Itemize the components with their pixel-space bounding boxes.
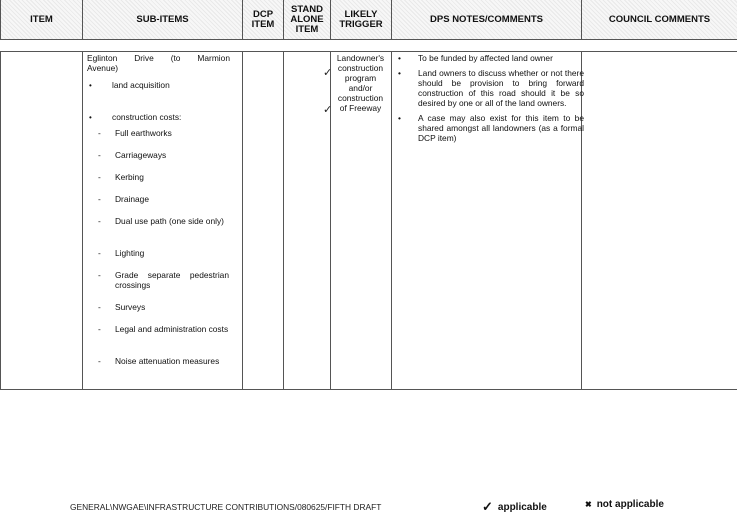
legend-not-applicable	[585, 499, 664, 510]
document-path: GENERAL\NWGAE\INFRASTRUCTURE CONTRIBUTIONS/080625/FIFTH DRAFT	[70, 502, 382, 512]
cost-item: Surveys	[115, 302, 146, 312]
cell-dcp-item	[243, 51, 284, 390]
bullet: •	[398, 113, 401, 123]
check-icon: ✓	[323, 67, 333, 79]
note-text: Land owners to discuss whether or not there should be provision to bring forward construction of this road should it be so desired by one or all of the land owners.	[418, 68, 584, 108]
legend-applicable-label: applicable	[497, 501, 547, 513]
road-name-word: (to	[170, 53, 181, 63]
dash: -	[98, 356, 101, 366]
trigger-line: construction	[337, 63, 384, 73]
note-item	[398, 68, 584, 108]
cost-item: Grade separate pedestrian crossings	[115, 270, 229, 290]
dash: -	[98, 128, 101, 138]
note-text: To be funded by affected land owner	[418, 53, 553, 63]
check-icon: ✓	[323, 104, 333, 116]
cost-item: Dual use path (one side only)	[115, 216, 224, 226]
note-item	[398, 53, 584, 63]
trigger-text	[331, 53, 390, 113]
check-icon: ✓	[482, 499, 493, 514]
legend-applicable	[482, 499, 547, 515]
legend-not-applicable-label: not applicable	[596, 499, 664, 510]
road-name	[87, 53, 230, 73]
cost-item: Kerbing	[115, 172, 144, 182]
road-name-line2: Avenue)	[87, 63, 119, 73]
header-stand-alone-item: STAND ALONE ITEM	[284, 0, 331, 40]
dash: -	[98, 216, 101, 226]
bullet: •	[398, 53, 401, 63]
dash: -	[98, 270, 101, 280]
dash: -	[98, 324, 101, 334]
trigger-line: Landowner's	[336, 53, 385, 63]
header-dps-notes: DPS NOTES/COMMENTS	[392, 0, 582, 40]
header-sub-items: SUB-ITEMS	[83, 0, 243, 40]
road-name-word: Marmion	[197, 53, 230, 63]
cost-item: Noise attenuation measures	[115, 356, 220, 366]
note-item	[398, 113, 584, 143]
header-item: ITEM	[0, 0, 83, 40]
cell-council-comments	[582, 51, 737, 390]
road-name-word: Drive	[134, 53, 154, 63]
bullet: •	[89, 81, 92, 90]
note-text: A case may also exist for this item to be shared amongst all landowners (as a formal DCP item)	[418, 113, 584, 143]
header-council-comments: COUNCIL COMMENTS	[582, 0, 737, 40]
trigger-line: of Freeway	[339, 103, 382, 113]
cell-likely-trigger	[323, 51, 392, 390]
construction-costs: construction costs:	[112, 112, 182, 122]
cost-item: Drainage	[115, 194, 149, 204]
dash: -	[98, 172, 101, 182]
cell-item	[0, 51, 83, 390]
header-dcp-item: DCP ITEM	[243, 0, 284, 40]
cell-dps-notes	[392, 51, 582, 390]
cell-sub-items	[83, 51, 243, 390]
cost-item: Legal and administration costs	[115, 324, 229, 334]
road-name-word: Eglinton	[87, 53, 118, 63]
dash: -	[98, 194, 101, 204]
trigger-line: program	[344, 73, 377, 83]
trigger-line: construction	[337, 93, 384, 103]
cost-item: Lighting	[115, 248, 145, 258]
trigger-line: and/or	[348, 83, 373, 93]
land-acquisition: land acquisition	[112, 80, 170, 90]
dash: -	[98, 302, 101, 312]
cost-item: Carriageways	[115, 150, 167, 160]
dash: -	[98, 150, 101, 160]
header-likely-trigger: LIKELY TRIGGER	[331, 0, 392, 40]
bullet: •	[89, 113, 92, 122]
cross-icon: ✖	[585, 500, 592, 509]
cost-item: Full earthworks	[115, 128, 172, 138]
bullet: •	[398, 68, 401, 78]
cell-stand-alone-item	[284, 51, 331, 390]
dash: -	[98, 248, 101, 258]
